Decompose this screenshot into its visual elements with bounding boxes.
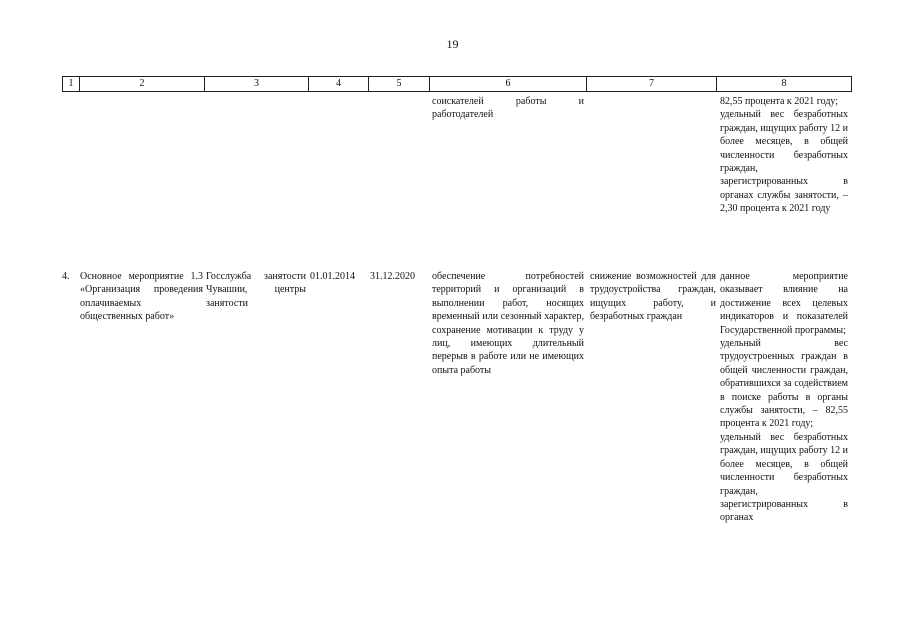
header-cell-2: 2 <box>80 77 205 91</box>
end-date-cell: 31.12.2020 <box>370 271 415 282</box>
continued-result-cell: соискателей работы и работодателей <box>432 96 584 121</box>
header-cell-8: 8 <box>781 78 787 89</box>
table <box>62 76 852 92</box>
row-number: 4. <box>62 271 70 282</box>
consequences-cell: снижение возможностей для трудоустройства граждан, ищущих работу, и безработных граждан <box>590 271 716 323</box>
indicator-text: данное мероприятие оказывает влияние на достижение всех целевых индикаторов и показателей Государственной программы; <box>720 271 848 336</box>
executor-cell: Госслужба занятости Чувашии, центры занятости <box>206 271 306 309</box>
header-cell-3: 3 <box>205 77 309 91</box>
header-cell-4: 4 <box>309 77 369 91</box>
header-cell-1: 1 <box>63 77 80 91</box>
indicator-text: 82,55 процента к 2021 году; <box>720 96 839 107</box>
expected-result-cell: обеспечение потребностей территорий и организаций в выполнении работ, носящих временный или сезонный характер, сохранение мотивации к труду у лиц, имеющих длительный перерыв в работе или не имеющих опыта работы <box>432 271 584 376</box>
header-cell-5: 5 <box>369 77 430 91</box>
table-header-row <box>62 76 852 92</box>
continued-indicators-cell <box>720 95 848 216</box>
page-number: 19 <box>446 37 459 51</box>
header-cell-7: 7 <box>587 77 717 91</box>
indicator-text: удельный вес трудоустроенных граждан в общей численности граждан, обратившихся за содействием в поиске работы в органы службы занятости, – 82,55 процента к 2021 году; <box>720 338 848 430</box>
indicator-text: удельный вес безработных граждан, ищущих работу 12 и более месяцев, в общей численности безработных граждан, зарегистрированных в органах службы занятости, – 2,30 процента к 2021 году <box>720 109 848 215</box>
start-date-cell: 01.01.2014 <box>310 271 355 282</box>
indicators-cell <box>720 270 848 525</box>
activity-name-cell: Основное мероприятие 1.3 «Организация проведения оплачиваемых общественных работ» <box>80 271 203 323</box>
indicator-text: удельный вес безработных граждан, ищущих работу 12 и более месяцев, в общей численности безработных граждан, зарегистрированных в органах <box>720 431 848 524</box>
header-cell-6: 6 <box>430 77 587 91</box>
